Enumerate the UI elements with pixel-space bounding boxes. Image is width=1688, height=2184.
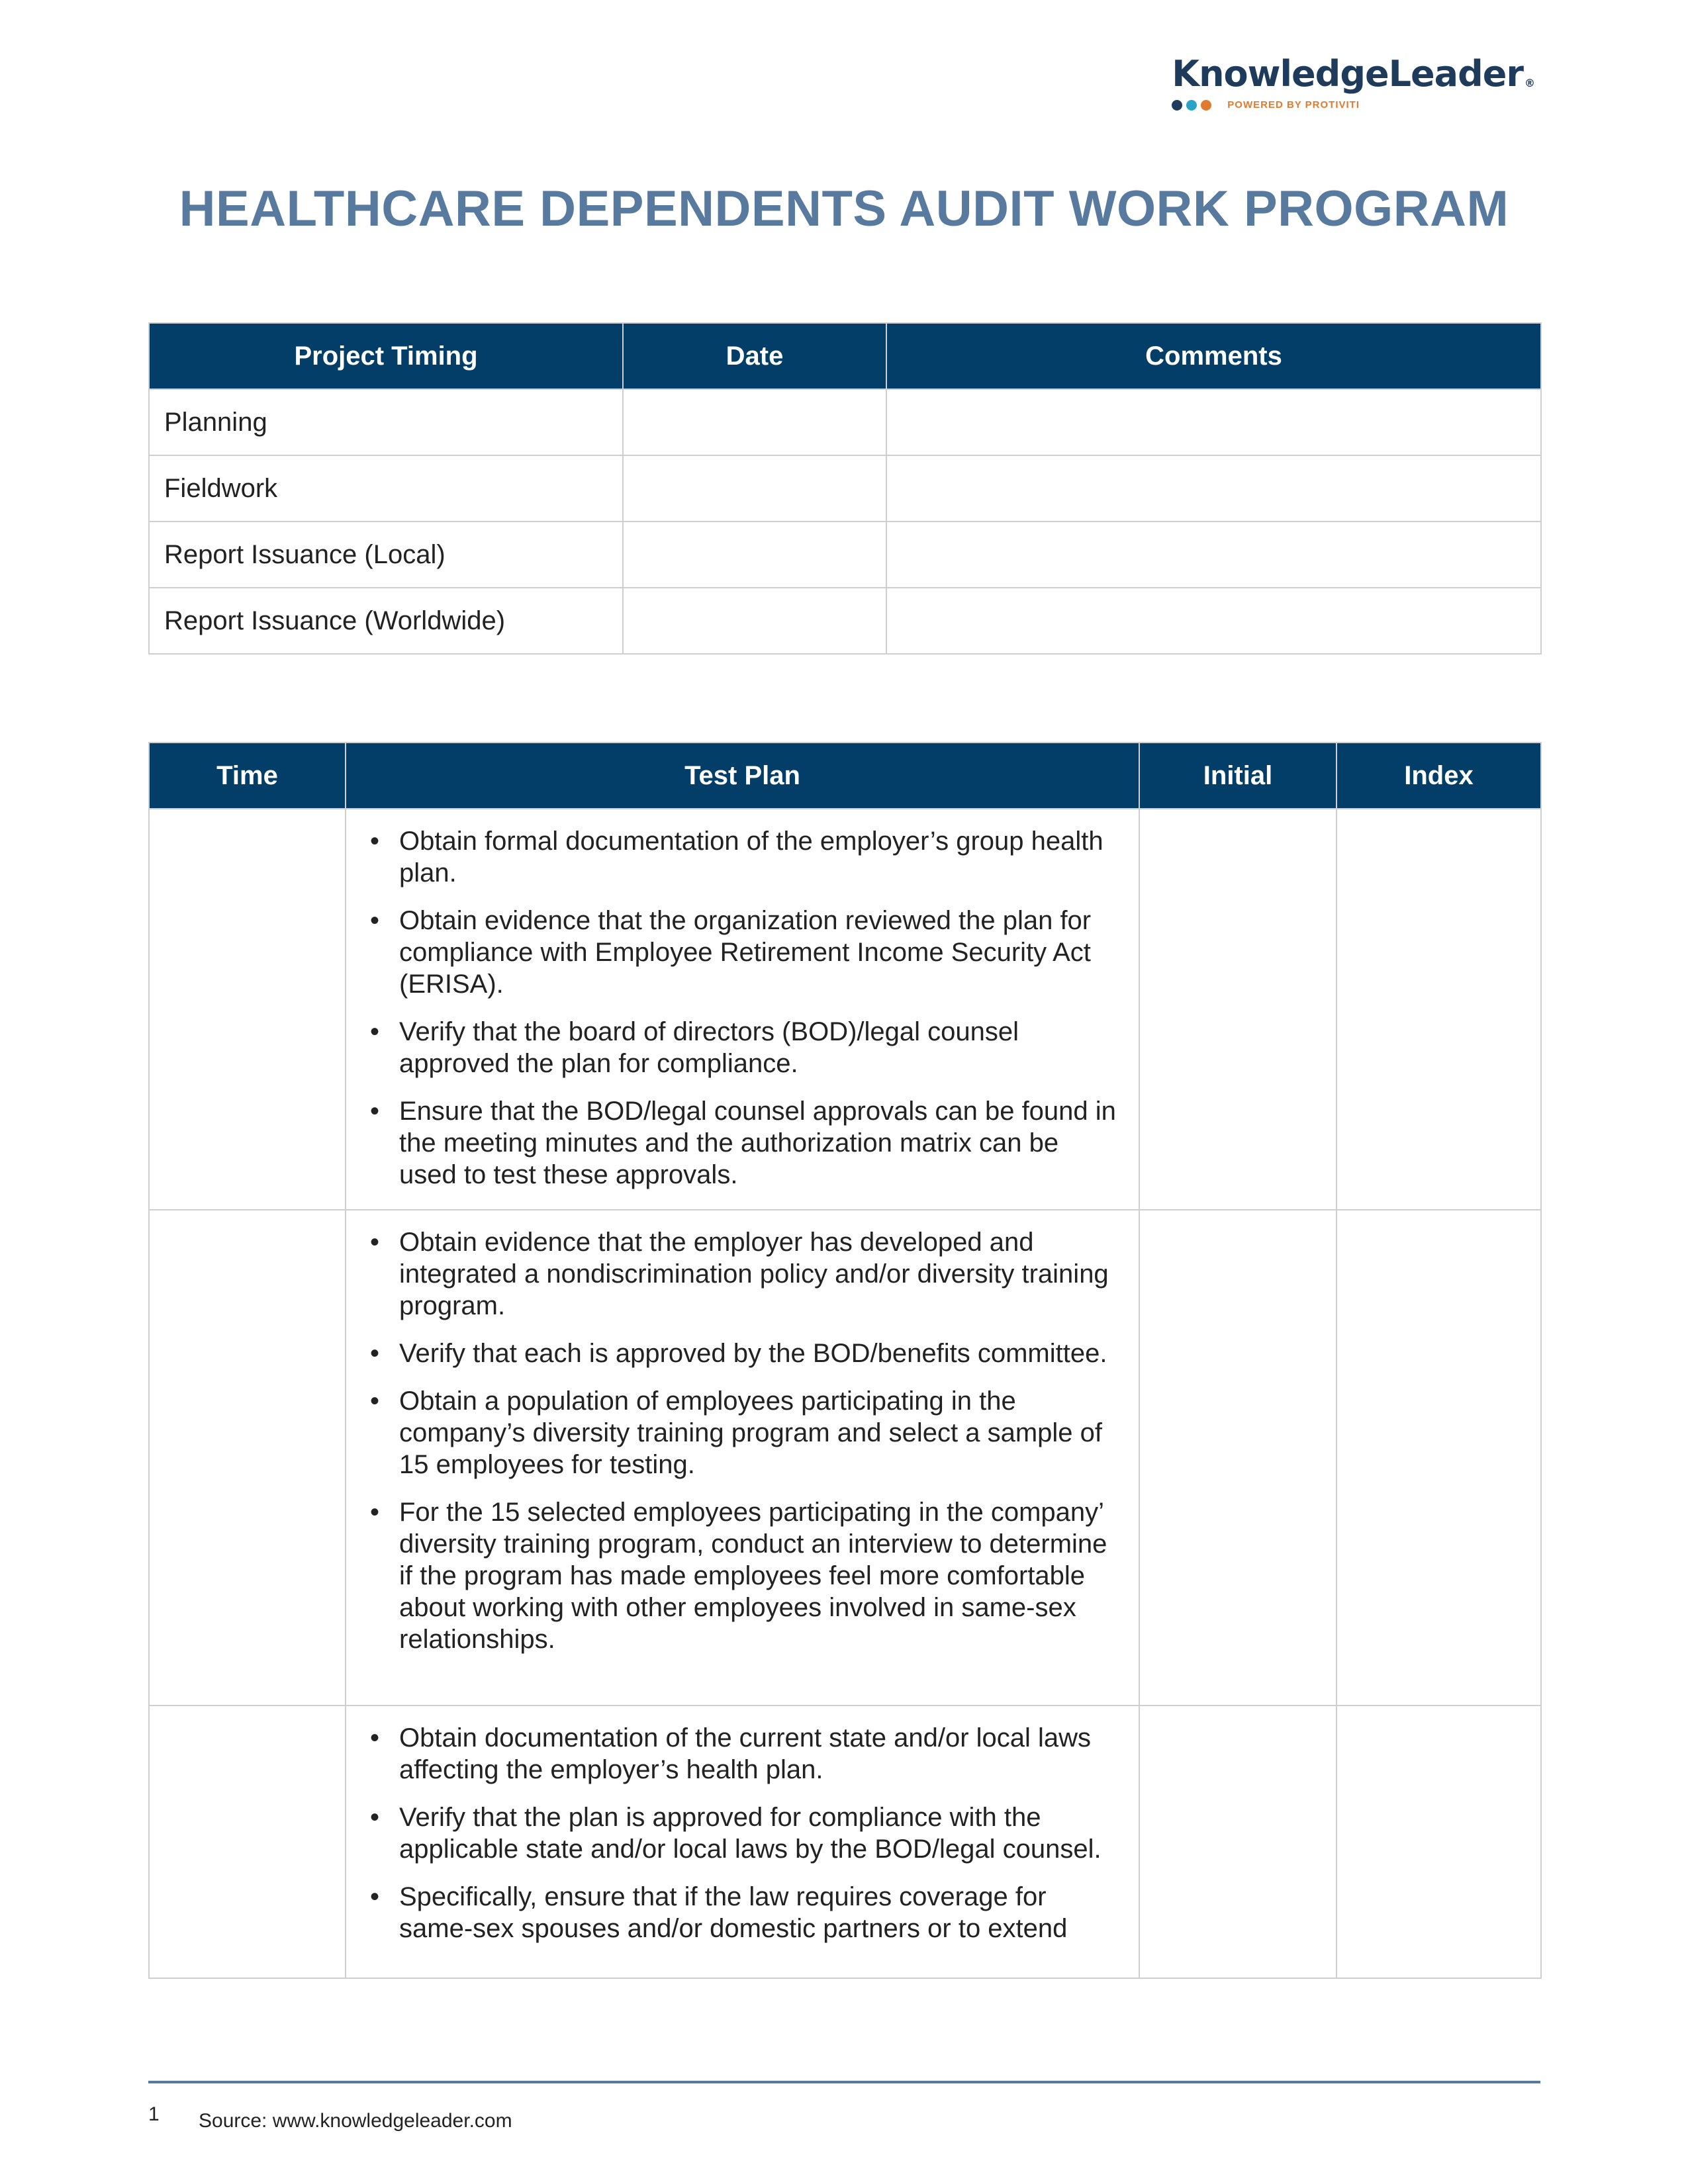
page-number: 1 bbox=[148, 2103, 160, 2125]
timing-header-comments: Comments bbox=[886, 323, 1541, 389]
logo-dot-navy bbox=[1172, 100, 1182, 111]
logo-dot-orange bbox=[1201, 100, 1211, 111]
plan-row bbox=[149, 1210, 1541, 1706]
project-timing-table bbox=[148, 322, 1542, 655]
plan-row bbox=[149, 809, 1541, 1210]
plan-header-time: Time bbox=[149, 743, 346, 809]
timing-comments-cell[interactable] bbox=[886, 588, 1541, 654]
plan-time-cell[interactable] bbox=[149, 809, 346, 1210]
document-title: HEALTHCARE DEPENDENTS AUDIT WORK PROGRAM bbox=[179, 181, 1509, 237]
logo-powered-by: POWERED BY PROTIVITI bbox=[1227, 99, 1360, 111]
plan-initial-cell[interactable] bbox=[1139, 1210, 1336, 1706]
timing-row-report-local bbox=[149, 522, 1541, 588]
timing-comments-cell[interactable] bbox=[886, 522, 1541, 588]
logo-registered-mark: ® bbox=[1524, 77, 1534, 89]
plan-index-cell[interactable] bbox=[1336, 1210, 1541, 1706]
plan-row bbox=[149, 1706, 1541, 1978]
plan-step: • Verify that the board of directors (BOD)/legal counsel approved the plan for compliance. bbox=[359, 1016, 1123, 1079]
timing-row-fieldwork bbox=[149, 455, 1541, 522]
logo-wordmark bbox=[1172, 54, 1534, 94]
plan-header-row bbox=[149, 743, 1541, 809]
plan-steps-cell bbox=[346, 809, 1139, 1210]
plan-initial-cell[interactable] bbox=[1139, 1706, 1336, 1978]
plan-index-cell[interactable] bbox=[1336, 809, 1541, 1210]
timing-date-cell[interactable] bbox=[623, 588, 886, 654]
timing-date-cell[interactable] bbox=[623, 455, 886, 522]
plan-time-cell[interactable] bbox=[149, 1210, 346, 1706]
plan-step: • Obtain evidence that the organization reviewed the plan for compliance with Employee Retirement Income Security Act (ERISA). bbox=[359, 905, 1123, 1000]
timing-phase-cell: Fieldwork bbox=[149, 455, 623, 522]
plan-step: • Obtain formal documentation of the employer’s group health plan. bbox=[359, 825, 1123, 889]
plan-step: • For the 15 selected employees participating in the company’ diversity training program, conduct an interview to determine if the program has made employees feel more comfortable about working with other employees involved in same-sex relationships. bbox=[359, 1496, 1123, 1655]
timing-header-project-timing: Project Timing bbox=[149, 323, 623, 389]
timing-phase-cell: Report Issuance (Local) bbox=[149, 522, 623, 588]
plan-time-cell[interactable] bbox=[149, 1706, 346, 1978]
plan-initial-cell[interactable] bbox=[1139, 809, 1336, 1210]
plan-step: • Obtain evidence that the employer has developed and integrated a nondiscrimination policy and/or diversity training program. bbox=[359, 1226, 1123, 1322]
plan-steps-list bbox=[359, 1722, 1123, 1944]
timing-row-planning bbox=[149, 389, 1541, 455]
plan-step: • Obtain documentation of the current state and/or local laws affecting the employer’s health plan. bbox=[359, 1722, 1123, 1786]
logo-dot-teal bbox=[1186, 100, 1197, 111]
plan-step: • Specifically, ensure that if the law requires coverage for same-sex spouses and/or domestic partners or to extend bbox=[359, 1881, 1123, 1944]
timing-phase-cell: Report Issuance (Worldwide) bbox=[149, 588, 623, 654]
timing-phase-cell: Planning bbox=[149, 389, 623, 455]
timing-date-cell[interactable] bbox=[623, 522, 886, 588]
plan-steps-cell bbox=[346, 1706, 1139, 1978]
timing-row-report-worldwide bbox=[149, 588, 1541, 654]
logo-tagline-row bbox=[1172, 99, 1534, 111]
plan-step: • Verify that the plan is approved for compliance with the applicable state and/or local laws by the BOD/legal counsel. bbox=[359, 1801, 1123, 1865]
test-plan-table bbox=[148, 742, 1542, 1979]
timing-header-row bbox=[149, 323, 1541, 389]
timing-comments-cell[interactable] bbox=[886, 389, 1541, 455]
plan-index-cell[interactable] bbox=[1336, 1706, 1541, 1978]
timing-date-cell[interactable] bbox=[623, 389, 886, 455]
plan-step: • Obtain a population of employees participating in the company’s diversity training program and select a sample of 15 employees for testing. bbox=[359, 1385, 1123, 1480]
plan-header-test-plan: Test Plan bbox=[346, 743, 1139, 809]
knowledgeleader-logo bbox=[1172, 54, 1534, 111]
plan-header-index: Index bbox=[1336, 743, 1541, 809]
plan-step: • Ensure that the BOD/legal counsel approvals can be found in the meeting minutes and the authorization matrix can be used to test these approvals. bbox=[359, 1095, 1123, 1191]
plan-step: • Verify that each is approved by the BOD/benefits committee. bbox=[359, 1338, 1123, 1369]
footer-divider bbox=[148, 2081, 1540, 2083]
plan-steps-cell bbox=[346, 1210, 1139, 1706]
timing-header-date: Date bbox=[623, 323, 886, 389]
logo-wordmark-text: KnowledgeLeader bbox=[1172, 53, 1523, 95]
timing-comments-cell[interactable] bbox=[886, 455, 1541, 522]
plan-steps-list bbox=[359, 1226, 1123, 1655]
plan-steps-list bbox=[359, 825, 1123, 1191]
source-citation: Source: www.knowledgeleader.com bbox=[199, 2110, 512, 2132]
plan-header-initial: Initial bbox=[1139, 743, 1336, 809]
logo-dots-icon bbox=[1172, 100, 1211, 111]
